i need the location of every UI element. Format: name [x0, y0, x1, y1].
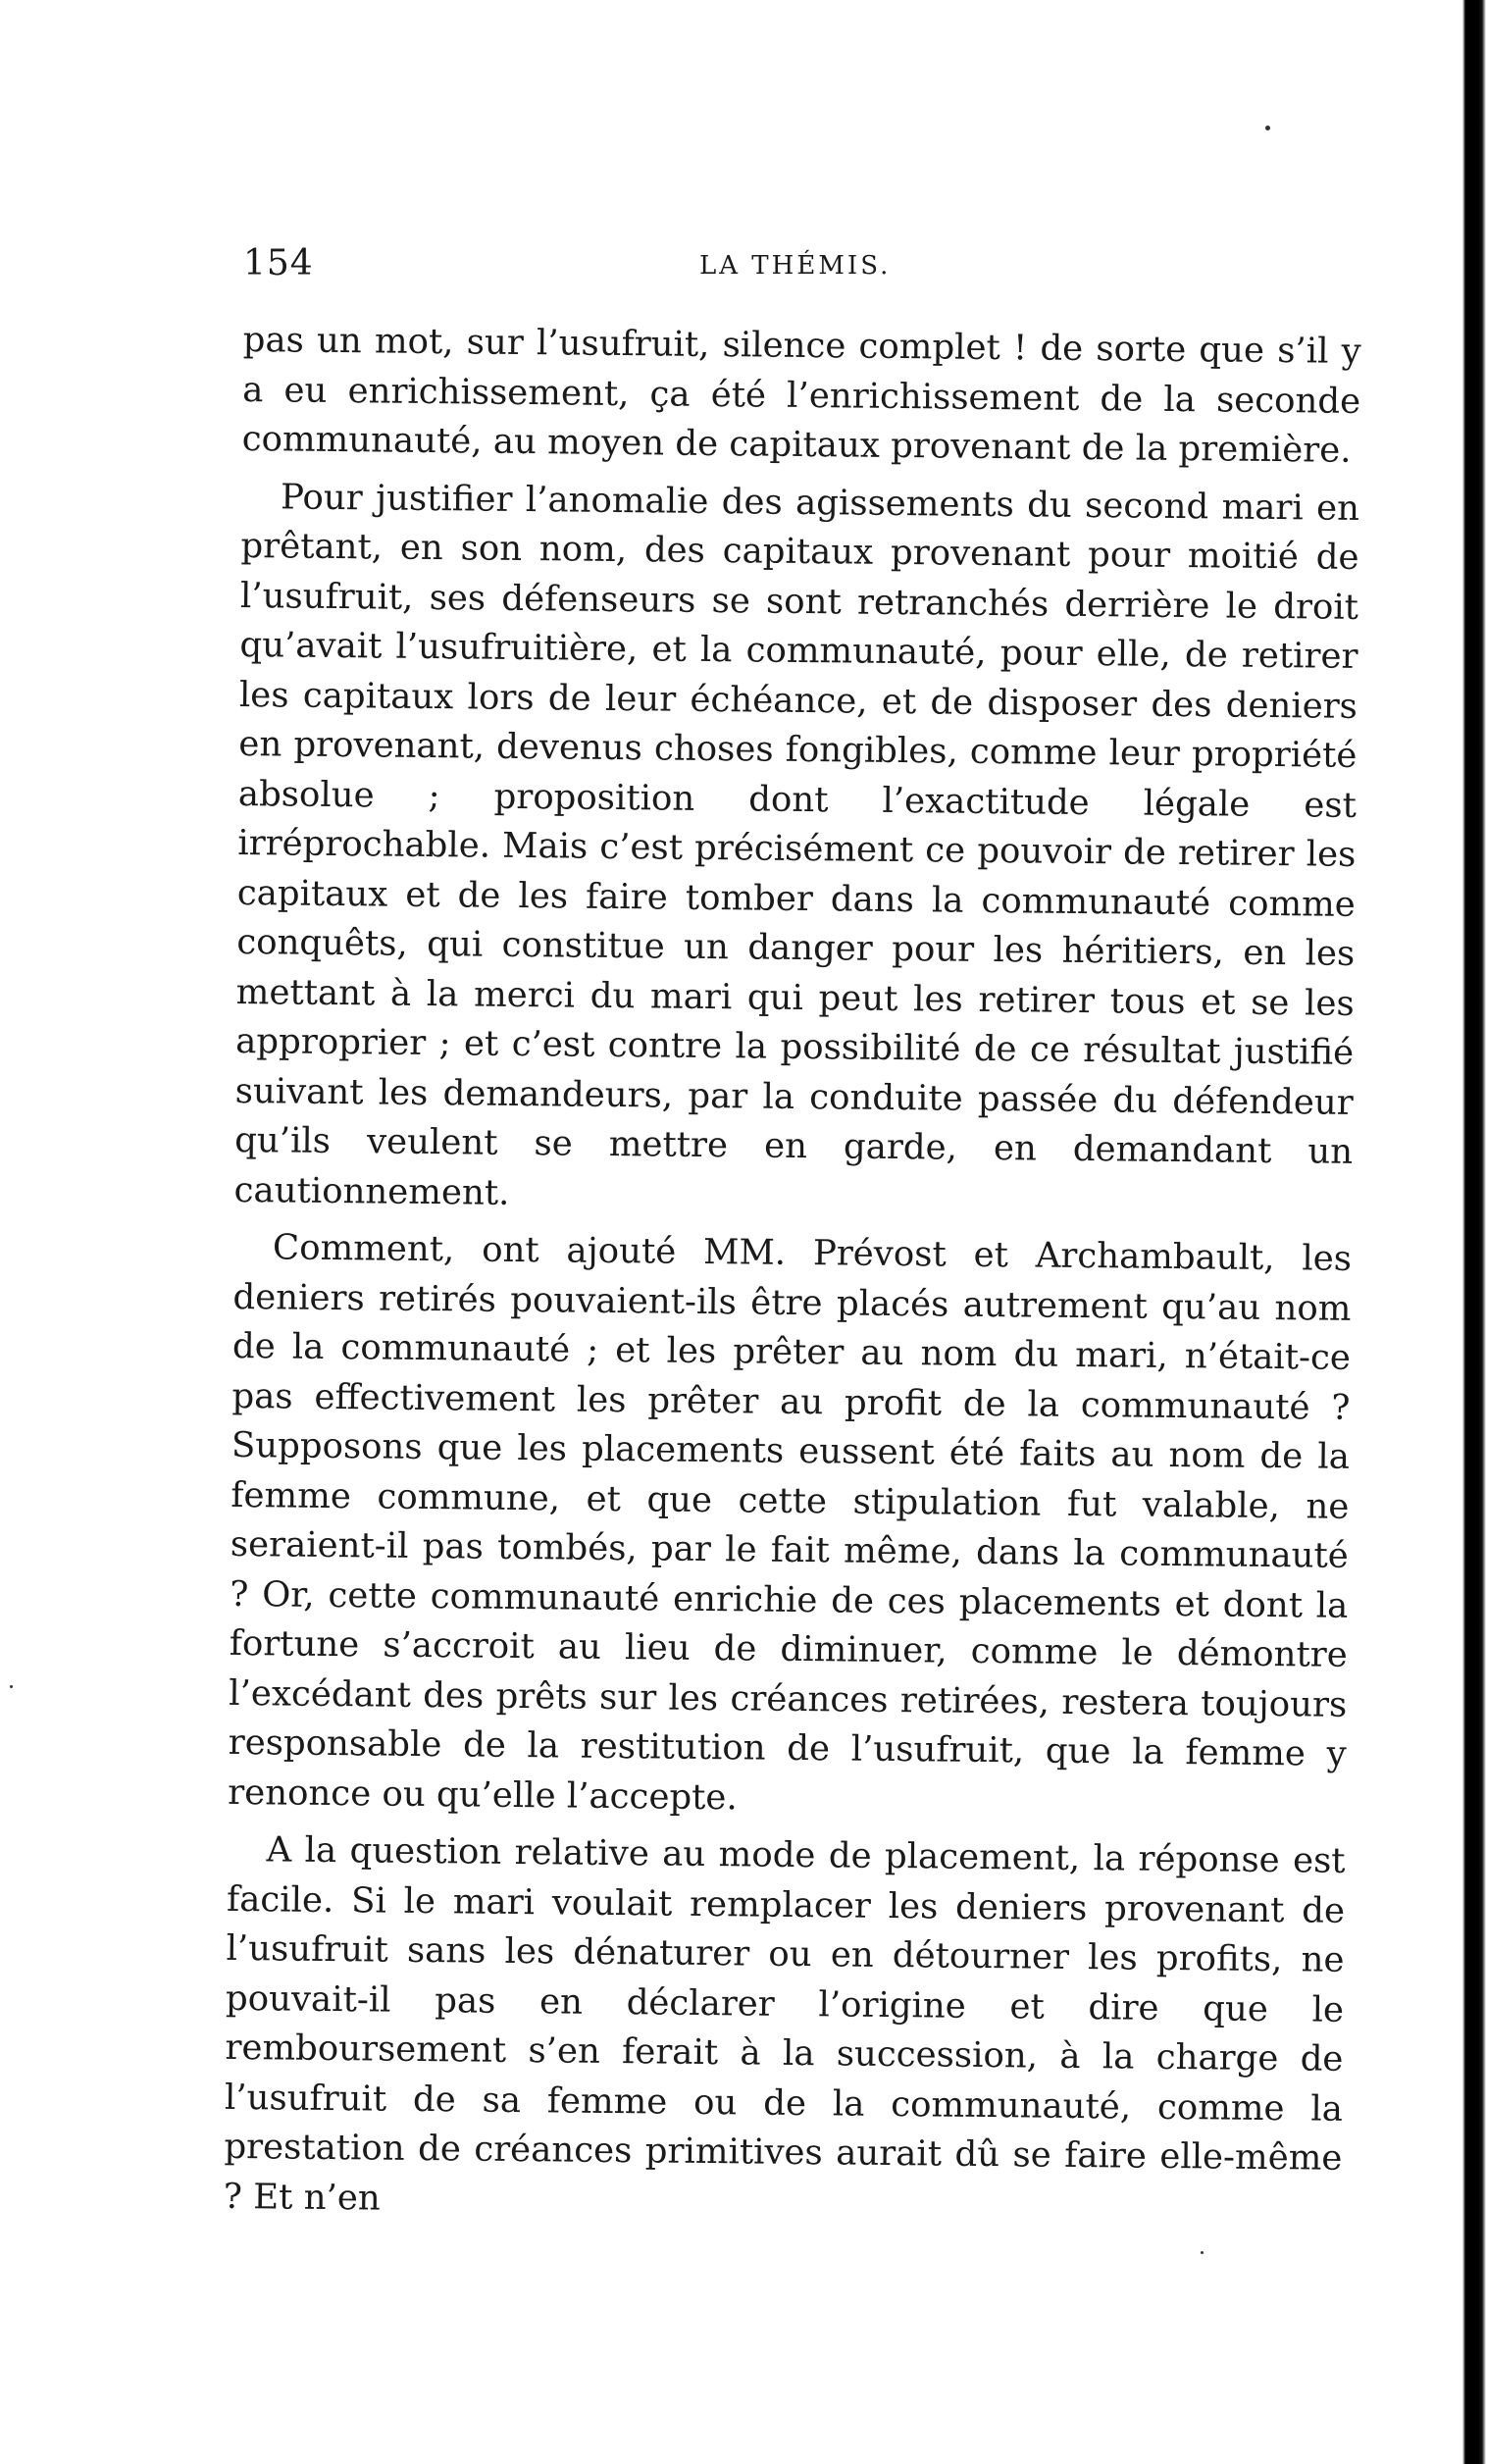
- running-title: LA THÉMIS.: [699, 251, 892, 281]
- binding-edge: [1457, 0, 1486, 2464]
- page-number: 154: [243, 243, 314, 283]
- page-header: [243, 243, 1371, 292]
- speck: [10, 1685, 13, 1688]
- body-text: [224, 316, 1361, 2241]
- paragraph: A la question relative au mode de placement, la réponse est facile. Si le mari voulait remplacer les deniers provenant de l’usufruit sans les dénaturer ou en détourner les profits, ne pouvait-il pas en déclarer l’origine et dire que le remboursement s’en ferait à la succession, à la charge de l’usufruit de sa femme ou de la communauté, comme la prestation de créances primitives aurait dû se faire elle-même ? Et n’en: [223, 1829, 1346, 2219]
- paragraph: Pour justifier l’anomalie des agissements du second mari en prêtant, en son nom, des capitaux provenant pour moitié de l’usufruit, ses défenseurs se sont retranchés derrière le droit qu’avait l’usufruitière, et la communauté, pour elle, de retirer les capitaux lors de leur échéance, et de disposer des deniers en provenant, devenus choses fongibles, comme leur propriété absolue ; proposition dont l’exactitude légale est irréprochable. Mais c’est précisément ce pouvoir de retirer les capitaux et de les faire tomber dans la communauté comme conquêts, qui constitue un danger pour les héritiers, en les mettant à la merci du mari qui peut les retirer tous et se les approprier ; et c’est contre la possibilité de ce résultat justifié suivant les demandeurs, par la conduite passée du défendeur qu’ils veulent se mettre en garde, en demandant un cautionnement.: [233, 476, 1360, 1213]
- speck: [1201, 2251, 1204, 2254]
- paragraph: pas un mot, sur l’usufruit, silence complet ! de sorte que s’il y a eu enrichissement, ça été l’enrichissement de la seconde communauté, au moyen de capitaux provenant de la première.: [241, 319, 1361, 471]
- paragraph: Comment, ont ajouté MM. Prévost et Archambault, les deniers retirés pouvaient-ils être placés autrement qu’au nom de la communauté ; et les prêter au nom du mari, n’était-ce pas effectivement les prêter au profit de la communauté ? Supposons que les placements eussent été faits au nom de la femme commune, et que cette stipulation fut valable, ne seraient-il pas tombés, par le fait même, dans la communauté ? Or, cette communauté enrichie de ces placements et dont la fortune s’accroit au lieu de diminuer, comme le démontre l’excédant des prêts sur les créances retirées, restera toujours responsable de la restitution de l’usufruit, que la femme y renonce ou qu’elle l’accepte.: [228, 1227, 1353, 1818]
- speck: [1265, 126, 1270, 130]
